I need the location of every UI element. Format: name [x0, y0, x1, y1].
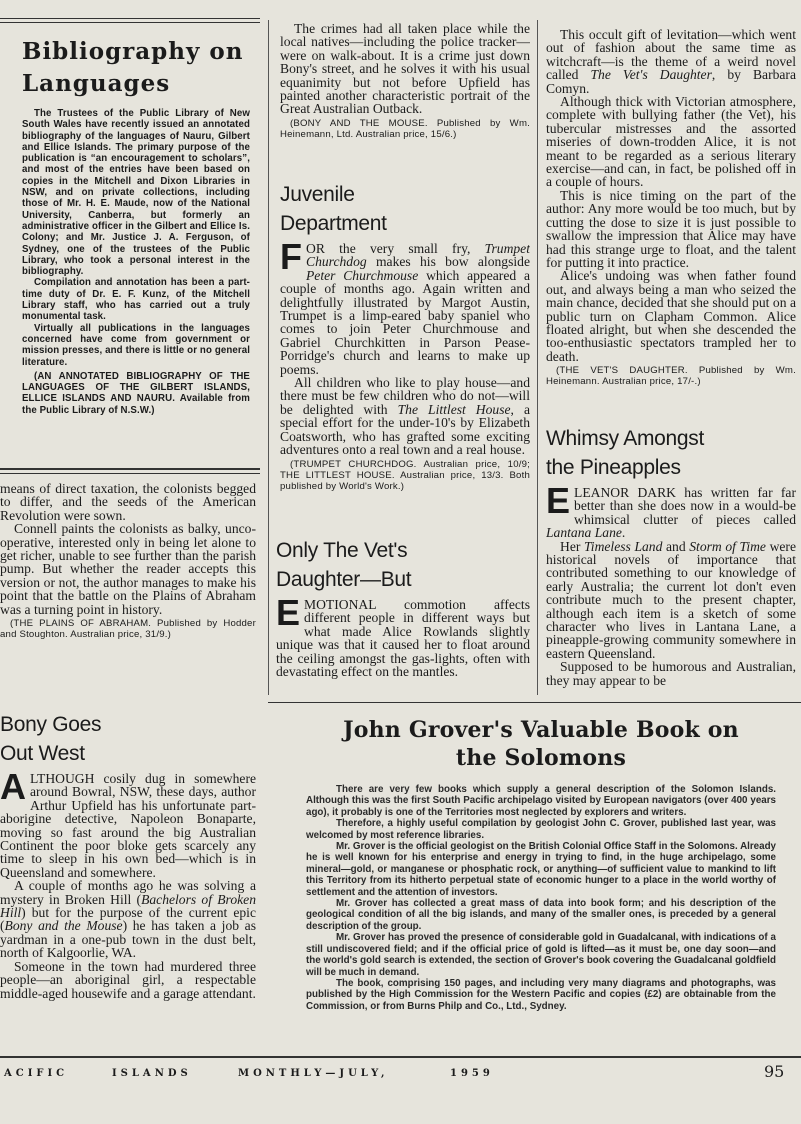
pineapples-lead: ELEANOR DARK has written far far better than she does now in a would-be whimsical clutter of pieces called Lantana Lane.: [546, 480, 796, 541]
bony-continuation: [280, 22, 530, 170]
bony-lead: ALTHOUGH cosily dug in somewhere around Bowral, NSW, these days, author Arthur Upfield has his unfortunate part-aborigine detective, Napoleon Bonaparte, moving so fast around the big Australian Continent the poor bloke gets scarcely any time to sleep in his own bed—which is in Queensland and somewhere.: [0, 766, 256, 880]
top-rule-col1: [0, 18, 260, 23]
bony-article: [0, 710, 256, 1050]
grover-top-rule: [268, 702, 801, 703]
bibliography-paragraph: The Trustees of the Public Library of New South Wales have recently issued an annotated bibliography of the languages of Nauru, Gilbert and Ellice Islands. The primary purpose of the publication is “an encouragement to scholars”, and most of the entries have been based on copies in the Mitchell and Dixon Libraries in NSW, and on private collections, including those of Mr. H. E. Maude, now of the National University, Canberra, but formerly an administrative officer in the Gilbert and Ellice Is. Colony; and Mr. Justice J. A. Ferguson, of Sydney, one of the trustees of the Public Library, who took a personal interest in the bibliography.: [22, 108, 250, 278]
vet-dropcap: E: [276, 592, 301, 633]
grover-paragraph: Mr. Grover is the official geologist on the British Colonial Office Staff in the Solomons. Already he is well known for his enterprise and energy in trying to find, in the huge archipelago, some mineral—gold, or manganese or phosphatic rock, or anything—of sufficient value to mankind to lift this Territory from its hitherto perpetual state of economic hunger to a place in the world worthy of settlement and the attention of investors.: [306, 841, 776, 898]
grover-paragraph: Mr. Grover has proved the presence of considerable gold in Guadalcanal, with indications of a still undiscovered field; and if the official price of gold is lifted—as it must be, one day soon—and the world's gold search is extended, the section of Grover's book covering the Guadalcanal goldfield will be much in demand.: [306, 932, 776, 978]
pineapples-title: Whimsy Amongst the Pineapples: [546, 427, 705, 479]
page-footer: [4, 1062, 794, 1086]
bony-paragraph: Someone in the town had murdered three people—an aboriginal girl, a respectable middle-aged housewife and a garage attendant.: [0, 958, 256, 1001]
grover-article: [306, 716, 776, 1046]
juvenile-paragraph: All children who like to play house—and there must be few children who do not—will be delighted with The Littlest House, a special effort for the under-10's by Elizabeth Coatsworth, who has grafted some exciting adventures onto a real town and a real house.: [280, 375, 530, 458]
vet-paragraph: This is nice timing on the part of the author: Any more would be too much, but by cutting the dose to size it is just possible to swallow the impression that Alice may have had this strange urge to float, and the talent for putting it into practice.: [546, 187, 796, 270]
footer-word-islands: ISLANDS: [112, 1068, 192, 1079]
bibliography-body: [22, 108, 250, 416]
grover-paragraph: There are very few books which supply a general description of the Solomon Islands. Although this was the first South Pacific archipelago visited by European navigators (over 400 years ago), it probably is one of the Territories most neglected by explorers and writers.: [306, 784, 776, 818]
abraham-article: [0, 482, 256, 696]
pineapples-dropcap: E: [546, 480, 571, 521]
grover-paragraph: Mr. Grover has collected a great mass of data into book form; and his description of the geological condition of all the big islands, and many of the smaller ones, is preceded by a general description of the group.: [306, 898, 776, 932]
bony-dropcap: A: [0, 766, 26, 807]
vet-paragraph: Although thick with Victorian atmosphere, complete with bullying father (the Vet), his tubercular mistresses and the assorted miseries of down-trodden Alice, it is not meant to be regarded as a serious literary exercise—and can, in fact, be polished off in a couple of hours.: [546, 94, 796, 190]
bibliography-bottom-rule-thin: [0, 473, 260, 474]
bibliography-credit: (AN ANNOTATED BIBLIOGRAPHY OF THE LANGUAGES OF THE GILBERT ISLANDS, ELLICE ISLANDS AND NAURU. Available from the Public Library of N.S.W.): [22, 370, 250, 416]
bibliography-bottom-rule: [0, 468, 260, 470]
bony-title: Bony Goes Out West: [0, 713, 102, 765]
bony-paragraph: A couple of months ago he was solving a mystery in Broken Hill (Bachelors of Broken Hill) but for the purpose of the current epic (Bony and the Mouse) he has taken a job as yardman in a one-pub town in the dust belt, north of Kalgoorlie, WA.: [0, 878, 256, 961]
vet-paragraph: Alice's undoing was when father found out, and always being a man who seized the main chance, decided that she should put on a public turn on Clapham Common. Alice floated alright, but when she descended the too-enthusiastic spectators trampled her to death.: [546, 268, 796, 364]
vet-lead: EMOTIONAL commotion affects different people in different ways but what made Alice Rowlands slightly unique was that it caused her to float around the ceiling amongst the gas-lights, often with devastating effect on the mantles.: [276, 592, 530, 680]
bibliography-paragraph: Virtually all publications in the languages concerned have come from government or mission presses, and there is little or no general literature.: [22, 322, 250, 368]
abraham-credit: (THE PLAINS OF ABRAHAM. Published by Hodder and Stoughton. Australian price, 31/9.): [0, 618, 256, 641]
vet-paragraph: This occult gift of levitation—which went out of fashion about the same time as witchcraft—is the theme of a weird novel called The Vet's Daughter, by Barbara Comyn.: [546, 28, 796, 96]
grover-body: [306, 784, 776, 1012]
pineapples-article: [546, 424, 796, 696]
juvenile-credit: (TRUMPET CHURCHDOG. Australian price, 10/9; THE LITTLEST HOUSE. Australian price, 13/3. Both published by World's Work.): [280, 458, 530, 492]
abraham-paragraph: means of direct taxation, the colonists begged to differ, and the seeds of the American Revolution were sown.: [0, 482, 256, 523]
footer-word-pacific: ACIFIC: [4, 1068, 69, 1079]
vet-credit: (THE VET'S DAUGHTER. Published by Wm. Heinemann. Australian price, 17/-.): [546, 365, 796, 388]
column-divider-1: [268, 20, 269, 695]
vet-article: [276, 536, 530, 696]
footer-year: 1959: [450, 1068, 494, 1079]
vet-title: Only The Vet's Daughter—But: [276, 539, 412, 591]
juvenile-lead: FOR the very small fry, Trumpet Churchdog makes his bow alongside Peter Churchmouse which appeared a couple of months ago. Again written and delightfully illustrated by Margot Austin, Trumpet is a limp-eared baby spaniel who comes to join Peter Churchmouse and Gabriel Churchkitten in Parson Pease-Porridge's church and learns to make up poems.: [280, 236, 530, 377]
grover-paragraph: Therefore, a highly useful compilation by geologist John C. Grover, published last year, was welcomed by most reference libraries.: [306, 818, 776, 841]
grover-title: John Grover's Valuable Book on the Solomons: [343, 717, 739, 771]
bibliography-article: [22, 36, 250, 466]
bibliography-paragraph: Compilation and annotation has been a part-time duty of Dr. E. F. Kunz, of the Mitchell Library staff, who has carried out a truly monumental task.: [22, 277, 250, 323]
juvenile-title: Juvenile Department: [280, 183, 387, 235]
juvenile-dropcap: F: [280, 236, 302, 277]
abraham-paragraph: Connell paints the colonists as balky, unco-operative, interested only in being let alone to get richer, unable to see further than the parish pump. But whether the reader accepts this version or not, the author manages to make his point that the battle on the Plains of Abraham was a turning point in history.: [0, 521, 256, 617]
grover-paragraph: The book, comprising 150 pages, and including very many diagrams and photographs, was published by the High Commission for the Western Pacific and copies (£2) are obtainable from the Commission, or from Burns Philp and Co., Ltd., Sydney.: [306, 977, 776, 1012]
pineapples-paragraph: Her Timeless Land and Storm of Time were historical novels of importance that contributed something to our knowledge of early Australia; the current lot don't even contribute much to the present chapter, although each item is a sketch of some character who lives in Lantana Lane, a pineapple-growing community somewhere in eastern Queensland.: [546, 538, 796, 661]
vet-continuation: [546, 28, 796, 418]
crimes-paragraph: The crimes had all taken place while the local natives—including the police tracker—were on walk-about. It is a crime just down Bony's street, and he solves it with his usual equanimity but not before Upfield has painted another characteristic portrait of the Great Australian Outback.: [280, 22, 530, 117]
pineapples-paragraph: Supposed to be humorous and Australian, they may appear to be: [546, 659, 796, 688]
bibliography-title: Bibliography on Languages: [22, 38, 244, 97]
bony-credit: (BONY AND THE MOUSE. Published by Wm. Heinemann, Ltd. Australian price, 15/6.): [280, 117, 530, 140]
footer-rule: [0, 1056, 801, 1058]
juvenile-article: [280, 180, 530, 530]
column-divider-2: [537, 20, 538, 695]
page-number: 95: [764, 1062, 785, 1081]
footer-word-monthly: MONTHLY—JULY,: [238, 1068, 389, 1079]
